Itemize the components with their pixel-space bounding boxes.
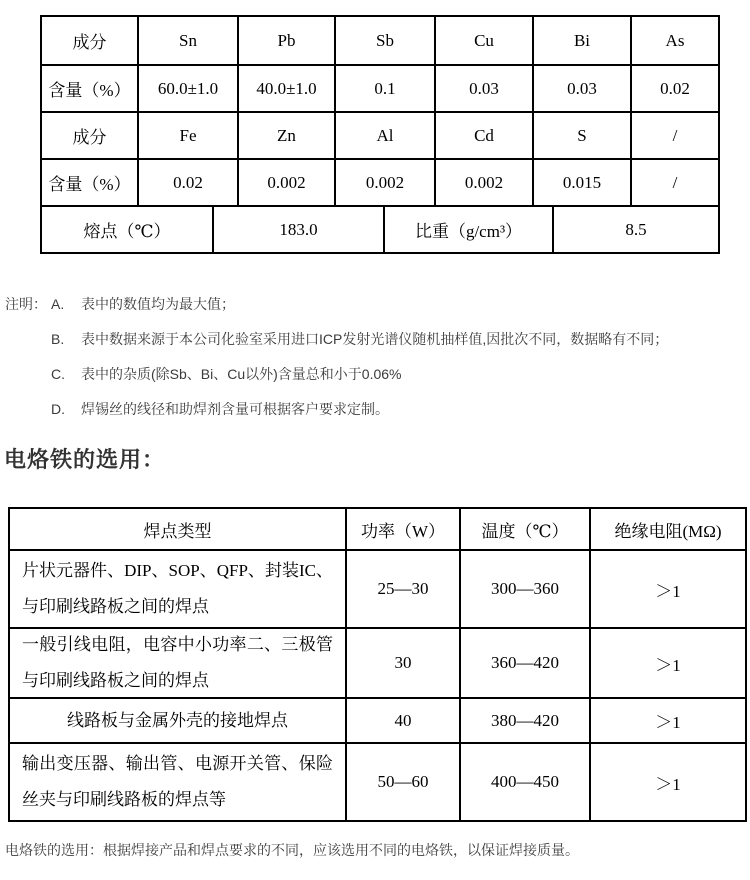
note-item [5,364,745,384]
power-cell: 40 [345,699,459,742]
content-cell: 0.002 [334,160,434,205]
notes-prefix: 注明： [5,296,47,312]
element-cell: Zn [237,113,334,158]
note-text: 表中的数值均为最大值； [81,296,235,312]
content-cell: / [630,160,718,205]
joint-type-text: 片状元器件、DIP、SOP、QFP、封装IC、与印刷线路板之间的焊点 [22,561,333,616]
temperature-cell: 360—420 [459,629,589,697]
joint-type-text: 线路板与金属外壳的接地焊点 [67,710,288,730]
row-label: 成分 [72,33,107,52]
element-cell: / [630,113,718,158]
element-cell: Cu [434,17,532,64]
power-cell: 25—30 [345,551,459,627]
content-cell: 0.002 [434,160,532,205]
note-letter: B. [51,331,65,347]
element-cell: Fe [137,113,237,158]
table-row [42,158,718,205]
content-cell: 60.0±1.0 [137,66,237,111]
notes-block [5,294,745,434]
element-cell: As [630,17,718,64]
element-cell: S [532,113,630,158]
element-cell: Pb [237,17,334,64]
temperature-cell: 380—420 [459,699,589,742]
row-label: 含量（%） [48,81,131,100]
resistance-cell: ＞1 [589,699,745,742]
row-label: 成分 [72,128,107,147]
element-cell: Sb [334,17,434,64]
note-item [5,399,745,419]
header-joint-type: 焊点类型 [143,521,212,541]
table-row [42,111,718,158]
header-insulation-resistance: 绝缘电阻(MΩ) [589,509,745,549]
note-item [5,294,745,314]
joint-type-text: 一般引线电阻，电容中小功率二、三极管与印刷线路板之间的焊点 [22,635,333,690]
content-cell: 40.0±1.0 [237,66,334,111]
table-row [42,64,718,111]
note-text: 焊锡丝的线径和助焊剂含量可根据客户要求定制。 [81,401,389,417]
temperature-cell: 400—450 [459,744,589,820]
note-text: 表中的杂质(除Sb、Bi、Cu以外)含量总和小于0.06% [81,366,402,382]
notes-prefix-spacer [5,364,51,384]
table-row [42,17,718,64]
content-cell: 0.03 [434,66,532,111]
element-cell: Cd [434,113,532,158]
resistance-cell: ＞1 [589,551,745,627]
composition-table [40,15,720,254]
content-cell: 0.002 [237,160,334,205]
note-item [5,329,745,349]
notes-prefix-spacer [5,399,51,419]
section-heading: 电烙铁的选用： [4,447,166,472]
melting-point-label: 熔点（℃） [83,222,171,241]
note-letter: A. [51,296,65,312]
element-cell: Bi [532,17,630,64]
table-row [10,549,745,627]
joint-type-text: 输出变压器、输出管、电源开关管、保险丝夹与印刷线路板的焊点等 [22,754,333,809]
note-letter: D. [51,401,65,417]
temperature-cell: 300—360 [459,551,589,627]
soldering-iron-table [8,507,747,822]
element-cell: Sn [137,17,237,64]
header-power: 功率（W） [345,509,459,549]
content-cell: 0.015 [532,160,630,205]
resistance-cell: ＞1 [589,744,745,820]
row-label: 含量（%） [48,175,131,194]
content-cell: 0.1 [334,66,434,111]
joint-type-cell [10,699,345,742]
content-cell: 0.02 [137,160,237,205]
content-cell: 0.03 [532,66,630,111]
notes-prefix-spacer [5,329,51,349]
note-letter: C. [51,366,65,382]
joint-type-cell [10,629,345,697]
content-cell: 0.02 [630,66,718,111]
summary-row [42,205,718,252]
power-cell: 30 [345,629,459,697]
density-value: 8.5 [552,207,718,252]
table-header-row [10,509,745,549]
power-cell: 50—60 [345,744,459,820]
header-temperature: 温度（℃） [459,509,589,549]
joint-type-cell [10,551,345,627]
footer-note: 电烙铁的选用：根据焊接产品和焊点要求的不同，应该选用不同的电烙铁，以保证焊接质量。 [5,842,579,858]
melting-point-value: 183.0 [212,207,383,252]
table-row [10,742,745,820]
joint-type-cell [10,744,345,820]
density-label: 比重（g/cm³） [383,207,552,252]
table-row [10,697,745,742]
note-text: 表中数据来源于本公司化验室采用进口ICP发射光谱仪随机抽样值,因批次不同，数据略有不同； [81,331,669,347]
table-row [10,627,745,697]
resistance-cell: ＞1 [589,629,745,697]
element-cell: Al [334,113,434,158]
